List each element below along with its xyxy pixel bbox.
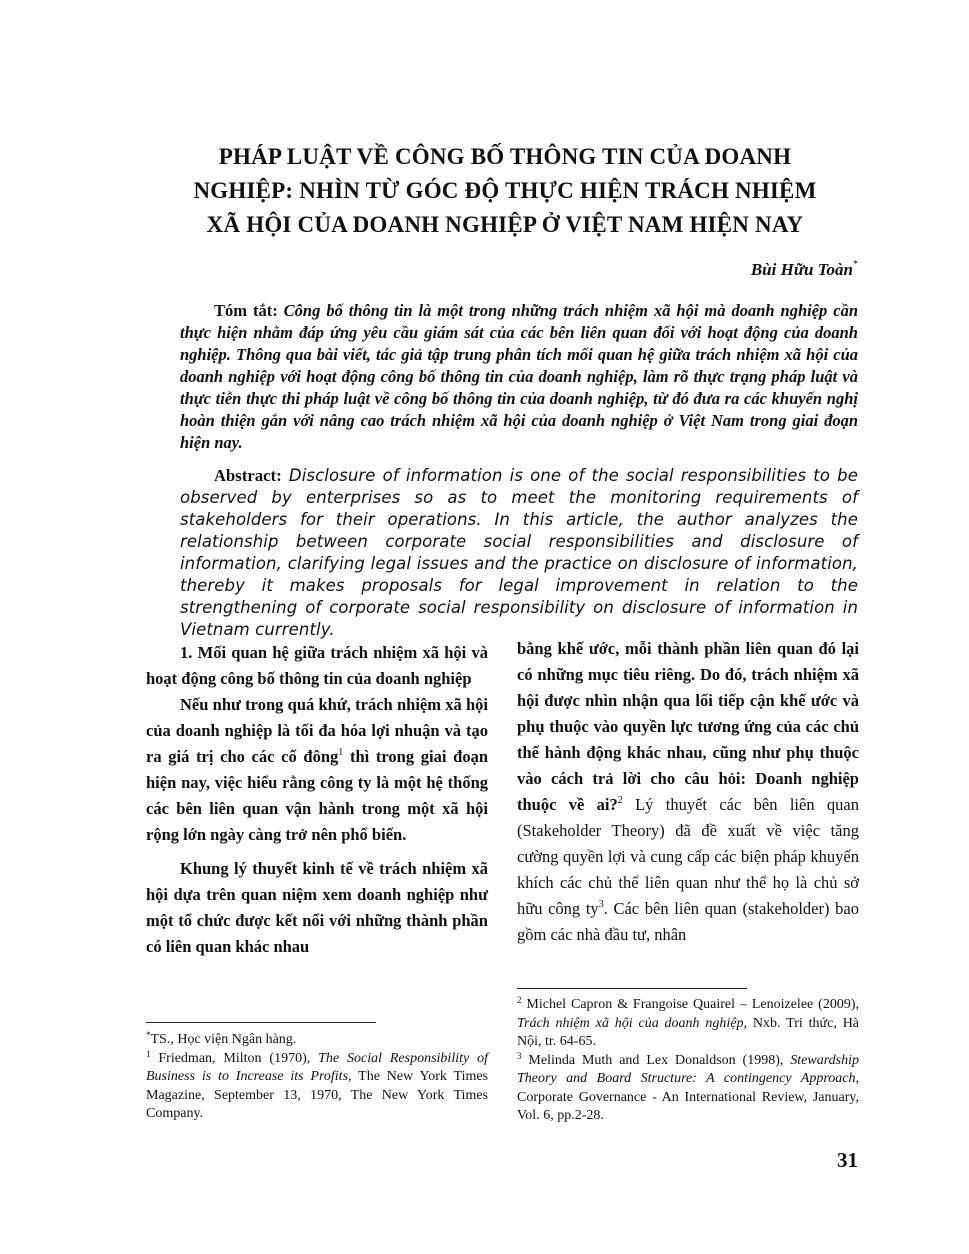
- body-column-left: [146, 640, 488, 960]
- p1-text-a: Nếu như trong quá khứ, trách nhiệm xã hội của doanh nghiệp là tối đa hóa lợi nhuận và tạo ra giá trị cho các cổ đông: [146, 695, 488, 766]
- footnote-3: [517, 1052, 859, 1126]
- footnote-mark-2: 2: [517, 995, 522, 1005]
- article-title: [150, 140, 860, 242]
- footnote-2-text-a: Michel Capron & Frangoise Quairel – Lenoizelee (2009),: [521, 997, 859, 1012]
- body-paragraph-3: [517, 636, 859, 948]
- footnote-1-text-a: Friedman, Milton (1970),: [150, 1050, 319, 1066]
- p1-text-b: thì trong giai đoạn hiện nay, việc hiểu rằng công ty là một hệ thống các bên liên quan vận hành trong một xã hội rộng lớn ngày càng trở nên phổ biến.: [146, 747, 488, 844]
- footnote-1-italic: The Social Responsibility of Business is to Increase its Profits,: [146, 1050, 488, 1084]
- footnote-mark-star: *: [146, 1030, 151, 1040]
- abstract-vn-label: Tóm tắt:: [214, 301, 278, 320]
- p3-text-c: . Các bên liên quan (stakeholder) bao gồm các nhà đầu tư, nhân: [517, 899, 859, 944]
- abstract-en-text: Disclosure of information is one of the social responsibilities to be observed by enterprises so as to meet the monitoring requirements of stakeholders for their operations. In this article, the author analyzes the relationship between corporate social responsibilities and disclosure of information, clarifying legal issues and the practice on disclosure of information, thereby it makes proposals for legal improvement in relation to the strengthening of corporate social responsibility on disclosure of information in Vietnam currently.: [180, 466, 858, 639]
- author-byline: [751, 259, 858, 280]
- footnote-ref-3: 3: [598, 899, 604, 910]
- abstract-vn-text: Công bố thông tin là một trong những trách nhiệm xã hội mà doanh nghiệp cần thực hiện nhằm đáp ứng yêu cầu giám sát của các bên liên quan đối với hoạt động của doanh nghiệp. Thông qua bài viết, tác giả tập trung phân tích mối quan hệ giữa trách nhiệm xã hội của doanh nghiệp với hoạt động công bố thông tin của doanh nghiệp, làm rõ thực trạng pháp luật và thực tiễn thực thi pháp luật về công bố thông tin của doanh nghiệp, từ đó đưa ra các khuyến nghị hoàn thiện gắn với nâng cao trách nhiệm xã hội của doanh nghiệp ở Việt Nam trong giai đoạn hiện nay.: [180, 301, 859, 452]
- footnote-author: [146, 1031, 488, 1050]
- footnote-2-italic: Trách nhiệm xã hội của doanh nghiệp,: [517, 1015, 748, 1031]
- footnote-3-text-a: Melinda Muth and Lex Donaldson (1998),: [521, 1052, 791, 1068]
- abstract-en-label: Abstract:: [214, 466, 282, 485]
- title-line-3: XÃ HỘI CỦA DOANH NGHIỆP Ở VIỆT NAM HIỆN NAY: [206, 212, 804, 237]
- body-paragraph-2: Khung lý thuyết kinh tế về trách nhiệm xã hội dựa trên quan niệm xem doanh nghiệp như một tổ chức được kết nối với những thành phần có liên quan khác nhau: [146, 859, 488, 956]
- section-heading: 1. Mối quan hệ giữa trách nhiệm xã hội và hoạt động công bố thông tin của doanh nghiệp: [146, 643, 488, 688]
- abstract-english: [180, 465, 858, 641]
- footnote-author-text: TS., Học viện Ngân hàng.: [150, 1032, 297, 1047]
- footnote-1: [146, 1050, 488, 1124]
- body-paragraph-1: [146, 692, 488, 848]
- footnote-separator-left: [146, 1022, 376, 1023]
- title-line-2: NGHIỆP: NHÌN TỪ GÓC ĐỘ THỰC HIỆN TRÁCH NHIỆM: [193, 178, 817, 203]
- abstract-vietnamese: [180, 300, 858, 454]
- footnote-separator-right: [517, 988, 747, 989]
- author-name: Bùi Hữu Toàn: [750, 260, 853, 279]
- footnote-ref-2: 2: [617, 795, 623, 806]
- footnote-2-text-b: Nxb. Tri thức, Hà Nội, tr. 64-65.: [517, 1015, 860, 1049]
- footnote-2: [517, 996, 859, 1052]
- footnote-mark-3: 3: [517, 1050, 522, 1061]
- footnote-3-italic: Stewardship Theory and Board Structure: A contingency Approach,: [517, 1052, 859, 1086]
- footnote-1-text-b: The New York Times Magazine, September 13, 1970, The New York Times Company.: [146, 1069, 489, 1121]
- author-footnote-mark: *: [853, 259, 858, 270]
- p3-text-b: Lý thuyết các bên liên quan (Stakeholder Theory) đã đề xuất về việc tăng cường quyền lợi và cung cấp các biện pháp khuyến khích các chủ thể liên quan như thể họ là chủ sở hữu công ty: [517, 795, 859, 918]
- footnotes-left: [146, 1031, 488, 1124]
- footnote-ref-1: 1: [338, 747, 344, 758]
- footnote-mark-1: 1: [146, 1048, 151, 1059]
- footnote-3-text-b: Corporate Governance - An International Review, January, Vol. 6, pp.2-28.: [517, 1089, 859, 1123]
- footnotes-right: [517, 996, 859, 1126]
- p3-text-a: bằng khế ước, mỗi thành phần liên quan đó lại có những mục tiêu riêng. Do đó, trách nhiệm xã hội được nhìn nhận qua lối tiếp cận khế ước và phụ thuộc vào quyền lực tương ứng của các chủ thể hành động khác nhau, cũng như phụ thuộc vào cách trả lời cho câu hỏi: Doanh nghiệp thuộc về ai?: [517, 639, 859, 814]
- page-number: 31: [837, 1148, 858, 1172]
- title-line-1: PHÁP LUẬT VỀ CÔNG BỐ THÔNG TIN CỦA DOANH: [218, 144, 792, 169]
- body-column-right: [517, 636, 859, 948]
